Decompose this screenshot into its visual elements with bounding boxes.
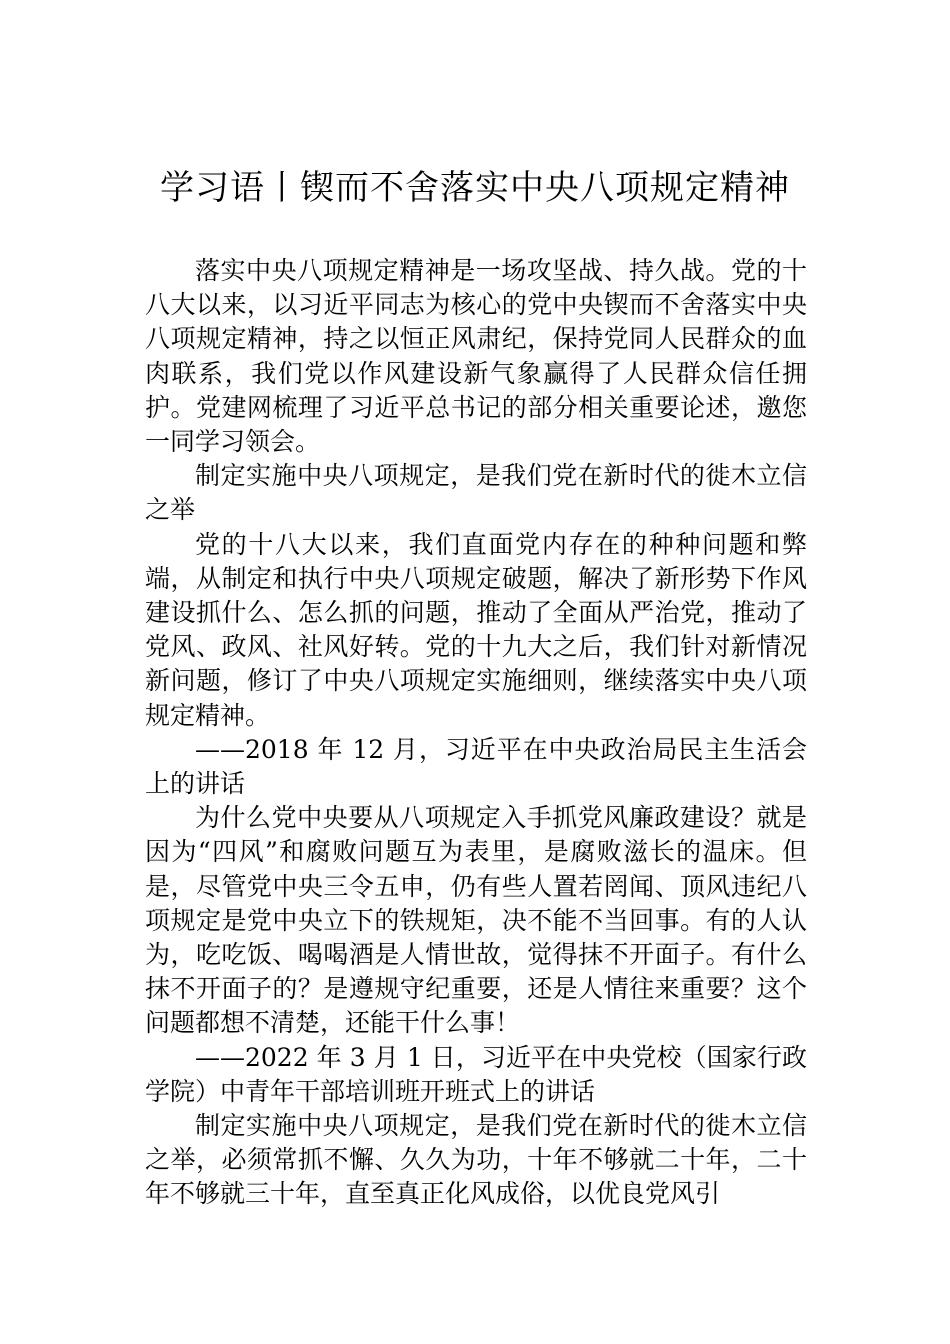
document-title: 学习语丨锲而不舍落实中央八项规定精神 [160,168,790,208]
section-heading: 制定实施中央八项规定，是我们党在新时代的徙木立信之举 [145,461,807,525]
quote-paragraph: 制定实施中央八项规定，是我们党在新时代的徙木立信之举，必须常抓不懈、久久为功，十年不够就二十年，二十年不够就三十年，直至真正化风成俗，以优良党风引 [145,1111,807,1209]
quote-source: ——2018 年 12 月，习近平在中央政治局民主生活会上的讲话 [145,734,807,799]
quote-source: ——2022 年 3 月 1 日，习近平在中央党校（国家行政学院）中青年干部培训班开班式上的讲话 [145,1042,807,1106]
quote-paragraph: 为什么党中央要从八项规定入手抓党风廉政建设？就是因为“四风”和腐败问题互为表里，是腐败滋长的温床。但是，尽管党中央三令五申，仍有些人置若罔闻、顶风违纪八项规定是党中央立下的铁规矩，决不能不当回事。有的人认为，吃吃饭、喝喝酒是人情世故，觉得抹不开面子。有什么抹不开面子的？是遵规守纪重要，还是人情往来重要？这个问题都想不清楚，还能干什么事！ [145,803,807,1038]
intro-paragraph: 落实中央八项规定精神是一场攻坚战、持久战。党的十八大以来，以习近平同志为核心的党中央锲而不舍落实中央八项规定精神，持之以恒正风肃纪，保持党同人民群众的血肉联系，我们党以作风建设新气象赢得了人民群众信任拥护。党建网梳理了习近平总书记的部分相关重要论述，邀您一同学习领会。 [145,256,807,457]
document-body [145,254,807,1212]
quote-paragraph: 党的十八大以来，我们直面党内存在的种种问题和弊端，从制定和执行中央八项规定破题，解决了新形势下作风建设抓什么、怎么抓的问题，推动了全面从严治党，推动了党风、政风、社风好转。党的十九大之后，我们针对新情况新问题，修订了中央八项规定实施细则，继续落实中央八项规定精神。 [145,529,807,730]
